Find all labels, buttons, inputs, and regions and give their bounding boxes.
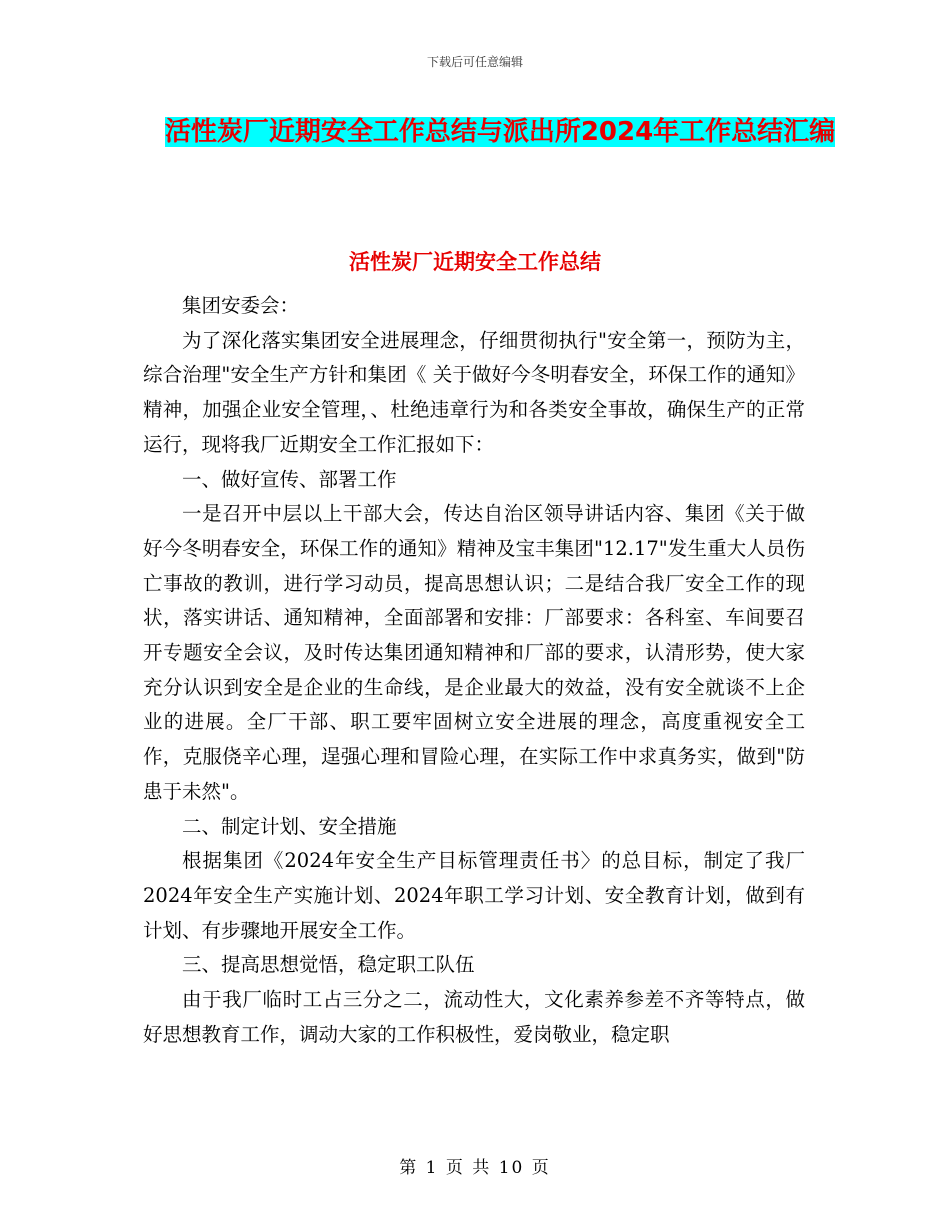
page-number: 第 1 页 共 10 页 [399, 1158, 551, 1178]
heading-section-3: 三、提高思想觉悟，稳定职工队伍 [182, 953, 475, 977]
paragraph-section-1: 一是召开中层以上干部大会，传达自治区领导讲话内容、集团《关于做好今冬明春安全，环保工作的通知》精神及宝丰集团"12.17"发生重大人员伤亡事故的教训，进行学习动员，提高思想认识；二是结合我厂安全工作的现状，落实讲话、通知精神，全面部署和安排：厂部要求：各科室、车间要召开专题安全会议，及时传达集团通知精神和厂部的要求，认清形势，使大家充分认识到安全是企业的生命线，是企业最大的效益，没有安全就谈不上企业的进展。全厂干部、职工要牢固树立安全进展的理念，高度重视安全工作，克服侥辛心理，逞强心理和冒险心理，在实际工作中求真务实，做到"防患于未然"。 [143, 502, 805, 803]
paragraph-section-3: 由于我厂临时工占三分之二，流动性大，文化素养参差不齐等特点，做好思想教育工作，调动大家的工作积极性，爱岗敬业，稳定职 [143, 988, 805, 1046]
heading-section-2: 二、制定计划、安全措施 [182, 814, 397, 838]
document-body [143, 289, 805, 1052]
paragraph-intro: 为了深化落实集团安全进展理念，仔细贯彻执行"安全第一，预防为主，综合治理"安全生产方针和集团《 关于做好今冬明春安全，环保工作的通知》精神，加强企业安全管理，、杜绝违章行为和各类安全事故，确保生产的正常运行，现将我厂近期安全工作汇报如下： [143, 328, 805, 456]
page-header-note: 下载后可任意编辑 [426, 55, 523, 69]
document-title-text: 活性炭厂近期安全工作总结与派出所2024年工作总结汇编 [164, 117, 836, 147]
paragraph-section-2: 根据集团《2024年安全生产目标管理责任书〉的总目标，制定了我厂2024年安全生产实施计划、2024年职工学习计划、安全教育计划，做到有计划、有步骤地开展安全工作。 [143, 849, 805, 942]
document-title [130, 108, 870, 156]
heading-section-1: 一、做好宣传、部署工作 [182, 467, 397, 491]
paragraph-salutation: 集团安委会： [182, 294, 300, 317]
section-title: 活性炭厂近期安全工作总结 [349, 250, 601, 274]
